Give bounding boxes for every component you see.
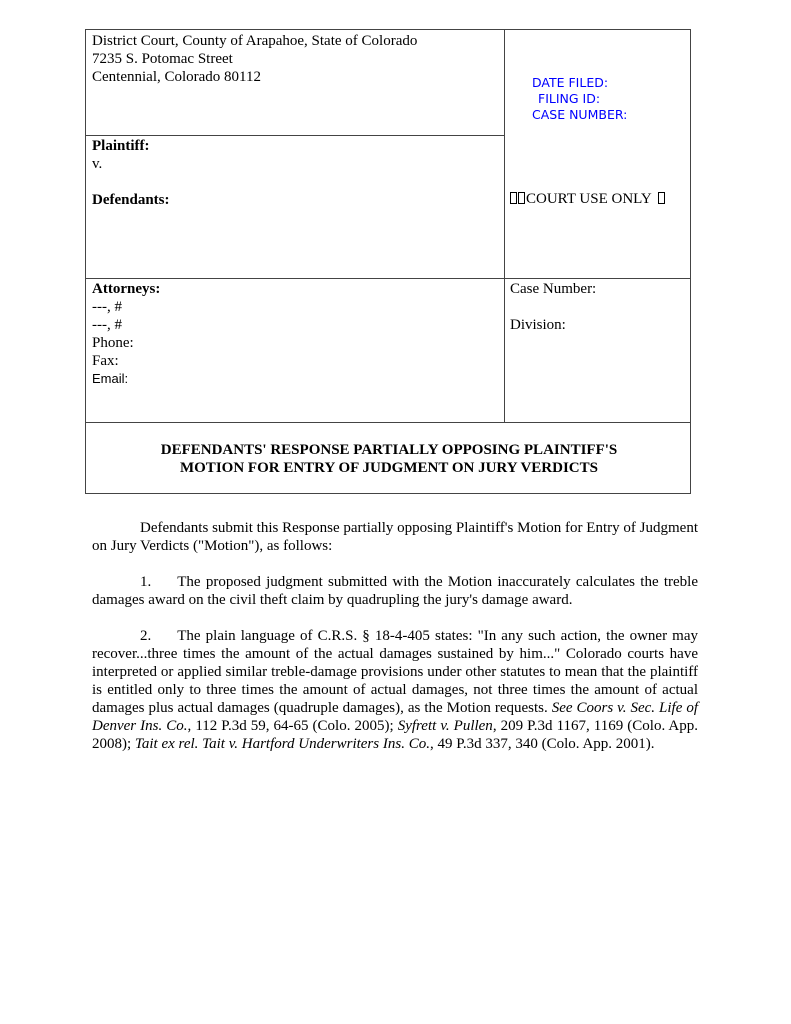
parties-block	[92, 137, 170, 209]
box-icon	[510, 192, 517, 204]
division-label: Division:	[510, 317, 566, 333]
column-divider	[504, 30, 505, 422]
defendants-label: Defendants:	[92, 192, 170, 208]
citation-3-ref: , 49 P.3d 337, 340 (Colo. App. 2001).	[429, 736, 655, 752]
court-street: 7235 S. Potomac Street	[92, 51, 233, 67]
citation-3-case: Tait ex rel. Tait v. Hartford Underwriters Ins. Co.	[134, 736, 430, 752]
court-address-block	[92, 32, 417, 86]
paragraph-2-text: The plain language of C.R.S. § 18-4-405 states: "In any such action, the owner may recover...three times the amount of the actual damages sustained by him..." Colorado courts have interpreted or applied similar treble-damage provisions under other statutes to mean that the plaintiff is entitled only to three times the amount of actual damages, not three times the amount of actual damages plus actual damages (quadruple damages), as the Motion requests.	[92, 628, 698, 716]
row-divider-attorneys	[86, 422, 690, 423]
paragraph-1	[92, 573, 698, 609]
citation-1-case: See Coors v. Sec. Life of Denver Ins. Co.	[92, 700, 698, 734]
document-title	[86, 441, 692, 477]
row-divider-parties	[86, 278, 690, 279]
phone-label: Phone:	[92, 335, 134, 351]
versus-label: v.	[92, 156, 103, 172]
fax-label: Fax:	[92, 353, 119, 369]
intro-paragraph	[92, 519, 698, 555]
attorneys-label: Attorneys:	[92, 281, 161, 297]
court-use-only	[510, 191, 666, 208]
citation-1-ref: , 112 P.3d 59, 64-65 (Colo. 2005);	[187, 718, 398, 734]
paragraph-1-text: The proposed judgment submitted with the Motion inaccurately calculates the treble damages award on the civil theft claim by quadrupling the jury's damage award.	[92, 574, 698, 608]
court-name: District Court, County of Arapahoe, State of Colorado	[92, 33, 418, 49]
email-label: Email:	[92, 371, 129, 386]
case-number-stamp-label: CASE NUMBER:	[532, 107, 628, 122]
paragraph-2-number: 2.	[140, 628, 152, 644]
attorney-line-2: ---, #	[92, 317, 122, 333]
filing-id-label: FILING ID:	[538, 91, 601, 106]
plaintiff-label: Plaintiff:	[92, 138, 150, 154]
caption-table	[85, 29, 691, 494]
date-filed-label: DATE FILED:	[532, 75, 609, 90]
citation-2-case: Syfrett v. Pullen	[397, 718, 493, 734]
case-info-block	[510, 280, 596, 334]
paragraph-1-number: 1.	[140, 574, 152, 590]
case-number-label: Case Number:	[510, 281, 597, 297]
court-use-label: COURT USE ONLY	[526, 191, 652, 207]
title-line-1: DEFENDANTS' RESPONSE PARTIALLY OPPOSING PLAINTIFF'S	[160, 442, 618, 458]
intro-text: Defendants submit this Response partially opposing Plaintiff's Motion for Entry of Judgment on Jury Verdicts ("Motion"), as follows:	[92, 520, 698, 554]
row-divider-court	[86, 135, 504, 136]
citation-2-ref: , 209 P.3d 1167, 1169 (Colo. App. 2008);	[92, 718, 698, 752]
document-body	[92, 519, 698, 771]
filing-stamp	[532, 75, 627, 123]
court-city: Centennial, Colorado 80112	[92, 69, 261, 85]
attorney-line-1: ---, #	[92, 299, 122, 315]
paragraph-2	[92, 627, 698, 753]
title-line-2: MOTION FOR ENTRY OF JUDGMENT ON JURY VERDICTS	[179, 460, 598, 476]
box-icon	[658, 192, 665, 204]
box-icon	[518, 192, 525, 204]
attorneys-block	[92, 280, 160, 388]
